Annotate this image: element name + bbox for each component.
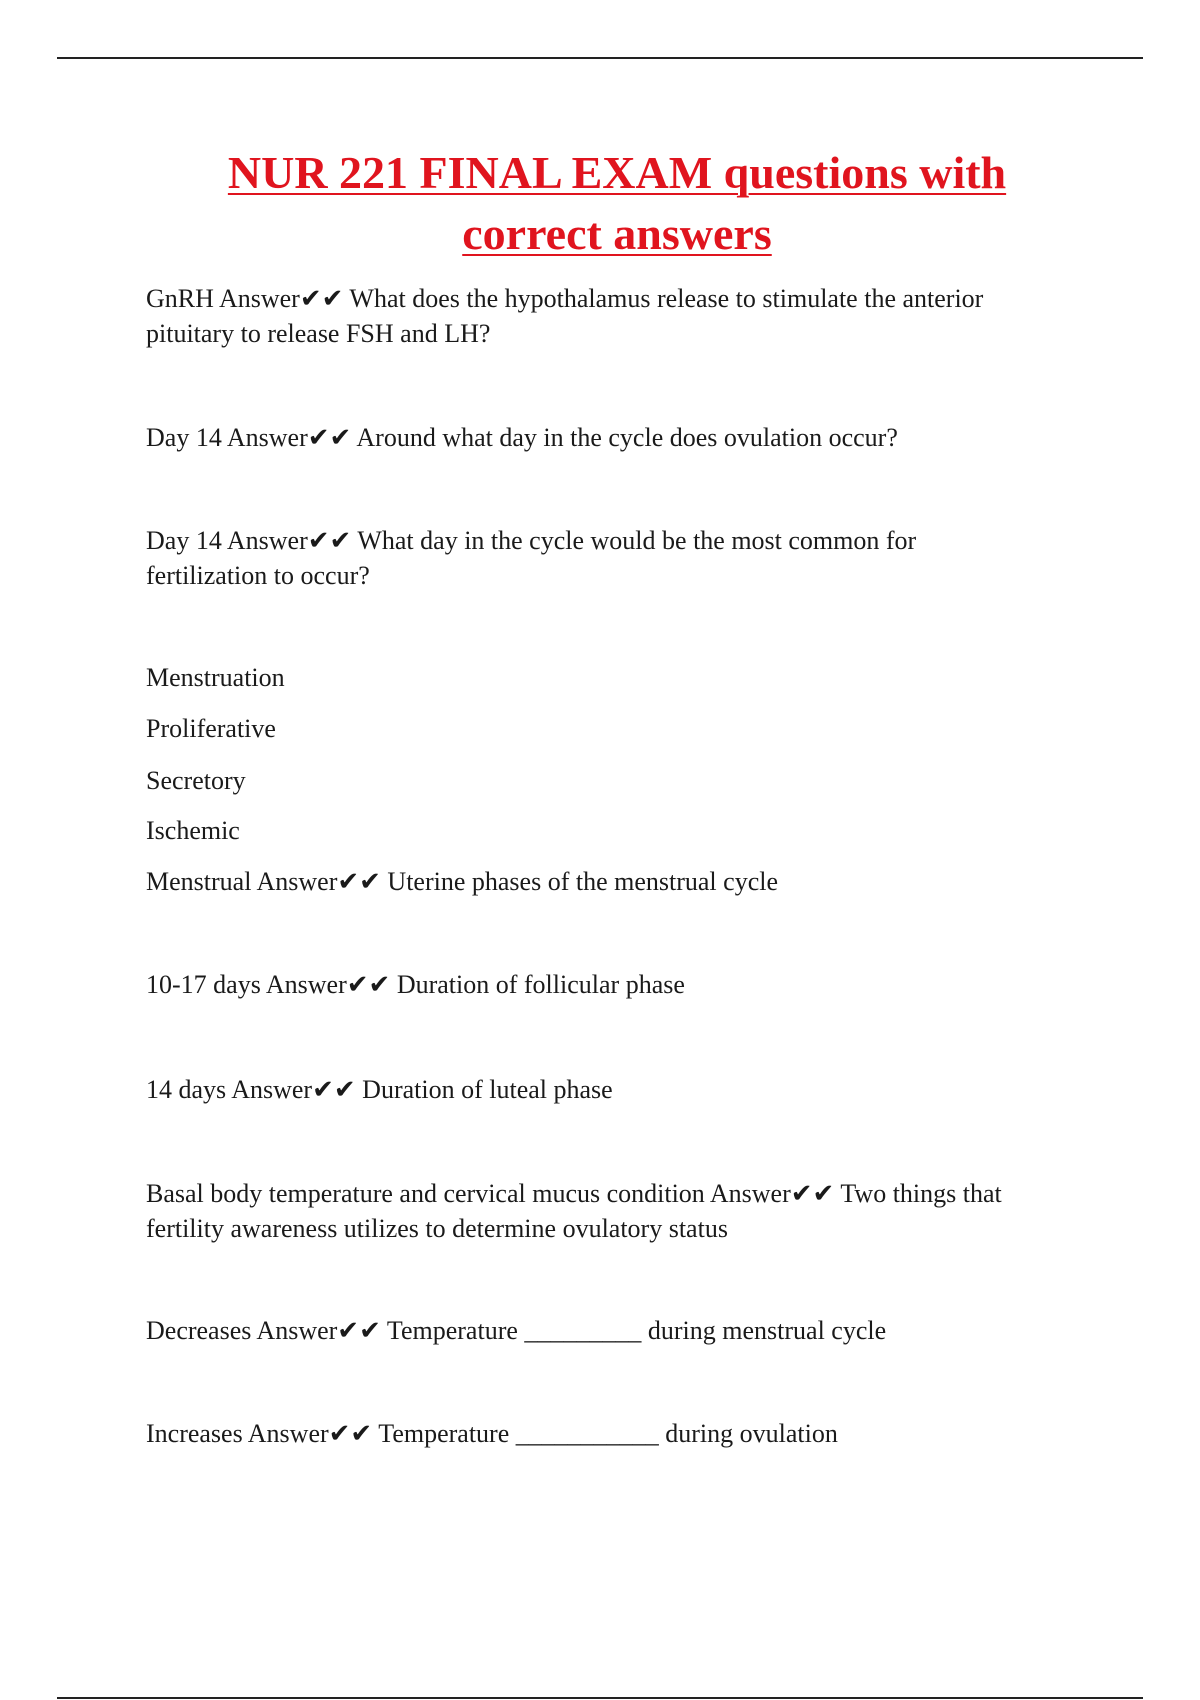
entry-line: Increases Answer✔✔ Temperature ___________ during ovulation xyxy=(146,1419,838,1448)
entry-line: Proliferative xyxy=(146,714,276,743)
entry-line: GnRH Answer✔✔ What does the hypothalamus release to stimulate the anterior xyxy=(146,284,984,313)
title-line-1: NUR 221 FINAL EXAM questions with xyxy=(227,147,1007,198)
qa-entry-ovulation-day xyxy=(146,420,1096,455)
entry-line: pituitary to release FSH and LH? xyxy=(146,319,491,348)
list-item-menstruation xyxy=(146,660,1096,695)
entry-line: Day 14 Answer✔✔ Around what day in the cycle does ovulation occur? xyxy=(146,423,898,452)
qa-entry-follicular-duration xyxy=(146,967,1096,1002)
header-rule xyxy=(57,57,1143,59)
list-item-secretory xyxy=(146,763,1096,798)
entry-line: Day 14 Answer✔✔ What day in the cycle would be the most common for xyxy=(146,526,917,555)
footer-rule xyxy=(57,1697,1143,1699)
qa-entry-temperature-ovulation xyxy=(146,1416,1096,1451)
entry-line: Basal body temperature and cervical mucus condition Answer✔✔ Two things that xyxy=(146,1179,1002,1208)
qa-entry-fertility-awareness xyxy=(146,1176,1096,1246)
entry-line: Menstruation xyxy=(146,663,285,692)
qa-entry-gnrh xyxy=(146,281,1096,351)
entry-line: Secretory xyxy=(146,766,246,795)
title-line-2: correct answers xyxy=(462,208,772,259)
entry-line: fertilization to occur? xyxy=(146,561,370,590)
entry-line: Decreases Answer✔✔ Temperature _________ during menstrual cycle xyxy=(146,1316,887,1345)
entry-line: fertility awareness utilizes to determine ovulatory status xyxy=(146,1214,728,1243)
qa-entry-uterine-phases xyxy=(146,864,1096,899)
document-title xyxy=(0,142,1200,264)
qa-entry-luteal-duration xyxy=(146,1072,1096,1107)
list-item-proliferative xyxy=(146,711,1096,746)
entry-line: 14 days Answer✔✔ Duration of luteal phase xyxy=(146,1075,613,1104)
list-item-ischemic xyxy=(146,813,1096,848)
entry-line: 10-17 days Answer✔✔ Duration of follicular phase xyxy=(146,970,685,999)
entry-line: Menstrual Answer✔✔ Uterine phases of the menstrual cycle xyxy=(146,867,778,896)
qa-entry-temperature-menstrual xyxy=(146,1313,1096,1348)
entry-line: Ischemic xyxy=(146,816,240,845)
qa-entry-fertilization-day xyxy=(146,523,1096,593)
